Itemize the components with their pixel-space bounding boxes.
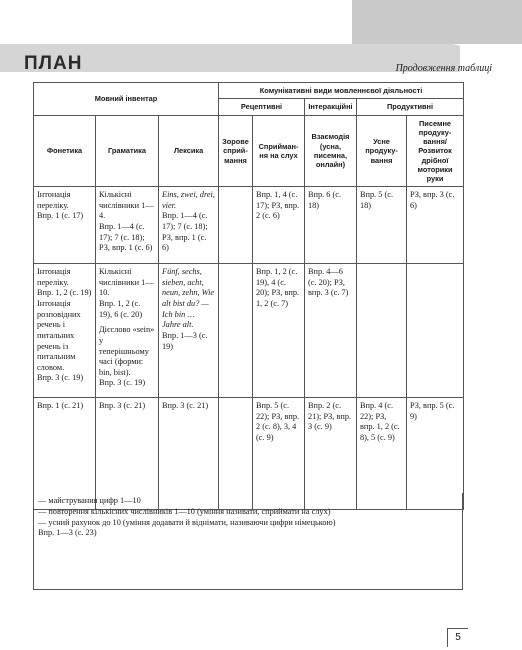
cell-written: РЗ, впр. 5 (с. 9)	[407, 398, 464, 510]
cell-oral: Впр. 5 (с. 18)	[357, 187, 407, 264]
plan-label: ПЛАН	[24, 53, 83, 74]
note-line: — майструвания цифр 1—10	[38, 496, 141, 505]
cell-text: Інтонація переліку.	[37, 267, 71, 287]
cell-text: Впр. 1—4 (с. 17); 7 (с. 18); РЗ, впр. 1 (с. 6)	[99, 222, 153, 253]
cell-listening: Впр. 1, 4 (с. 17); РЗ, впр. 2 (с. 6)	[253, 187, 305, 264]
cell-text-italic: Fünf, sechs, sieben, acht, neun, zehn, Wie alt bist du? — Ich bin … Jahre alt.	[162, 267, 215, 330]
cell-written	[407, 264, 464, 398]
cell-text: Впр. 3 (с. 19)	[37, 373, 84, 383]
column-header-lexis: Лексика	[159, 115, 219, 187]
cell-interaction: Впр. 6 (с. 18)	[305, 187, 357, 264]
cell-text: Впр. 1 (с. 17)	[37, 211, 84, 221]
note-line: Впр. 1—3 (с. 23)	[38, 528, 97, 538]
column-header-visual: Зорове сприй-мання	[219, 115, 253, 187]
cell-lexis	[159, 264, 219, 398]
cell-text: Впр. 3 (с. 21)	[162, 401, 209, 411]
cell-phonetics	[34, 187, 96, 264]
cell-text: Дієслово «sein» у теперішньому часі (форми: bin, bist).	[99, 325, 155, 377]
cell-text: Впр. 3 (с. 19)	[99, 378, 146, 388]
column-header-phonetics: Фонетика	[34, 115, 96, 187]
cell-interaction: Впр. 4—6 (с. 20); РЗ, впр. 3 (с. 7)	[305, 264, 357, 398]
header-interactive: Інтеракційні	[305, 99, 357, 115]
cell-lexis	[159, 187, 219, 264]
cell-text: Впр. 3 (с. 21)	[99, 401, 146, 411]
column-header-interaction: Взаємодія (усна, писемна, онлайн)	[305, 115, 357, 187]
header-activities: Комунікативні види мовленнєвої діяльності	[219, 83, 464, 99]
table-row	[34, 264, 464, 398]
note-line: — усний рахунок до 10 (уміння додавати й віднімати, називаючи цифри німецькою)	[38, 517, 336, 527]
cell-text: Інтонація розповідних речень і питальних речень із питальним словом.	[37, 299, 81, 372]
cell-text: Кількісні числівники 1—10.	[99, 267, 154, 298]
notes-box	[33, 493, 463, 590]
cell-listening: Впр. 1, 2 (с. 19), 4 (с. 20); РЗ, впр. 1, 2 (с. 7)	[253, 264, 305, 398]
page-number: 5	[447, 628, 468, 647]
cell-phonetics	[34, 264, 96, 398]
cell-text: Впр. 1, 2 (с. 19)	[37, 288, 92, 298]
cell-text: Впр. 1, 2 (с. 19), 6 (с. 20)	[99, 299, 143, 319]
cell-visual	[219, 187, 253, 264]
header-productive: Продуктивні	[357, 99, 464, 115]
header-inventory: Мовний інвентар	[34, 83, 219, 116]
top-right-band	[352, 0, 522, 44]
table-row	[34, 187, 464, 264]
cell-oral: Впр. 4 (с. 22); РЗ, впр. 1, 2 (с. 8), 5 (с. 9)	[357, 398, 407, 510]
cell-written: РЗ, впр. 3 (с. 6)	[407, 187, 464, 264]
column-header-oral: Усне продуку-вання	[357, 115, 407, 187]
cell-text: Кількісні числівники 1—4.	[99, 190, 154, 221]
cell-visual	[219, 264, 253, 398]
cell-grammar	[96, 187, 159, 264]
cell-interaction: Впр. 2 (с. 21); РЗ, впр. 3 (с. 9)	[305, 398, 357, 510]
cell-text: Інтонація переліку.	[37, 190, 71, 210]
column-header-listening: Сприйман-ня на слух	[253, 115, 305, 187]
note-line: — повторення кількісних числівників 1—10 (уміння називати, сприймати на слух)	[38, 506, 331, 516]
cell-text: Впр. 1 (с. 21)	[37, 401, 84, 411]
cell-grammar	[96, 264, 159, 398]
header-receptive: Рецептивні	[219, 99, 305, 115]
column-header-written: Писемне продуку-вання/ Розвиток дрібної моторики руки	[407, 115, 464, 187]
continued-label: Продовження таблиці	[395, 63, 492, 74]
column-header-grammar: Граматика	[96, 115, 159, 187]
cell-text: Впр. 1—4 (с. 17); 7 (с. 18); РЗ, впр. 1 (с. 6)	[162, 211, 208, 253]
cell-oral	[357, 264, 407, 398]
cell-text: Впр. 1—3 (с. 19)	[162, 330, 208, 351]
cell-listening: Впр. 5 (с. 22); РЗ, впр. 2 (с. 8), 3, 4 (с. 9)	[253, 398, 305, 510]
cell-text-italic: Eins, zwei, drei, vier.	[162, 190, 215, 210]
lesson-plan-table	[33, 82, 464, 510]
